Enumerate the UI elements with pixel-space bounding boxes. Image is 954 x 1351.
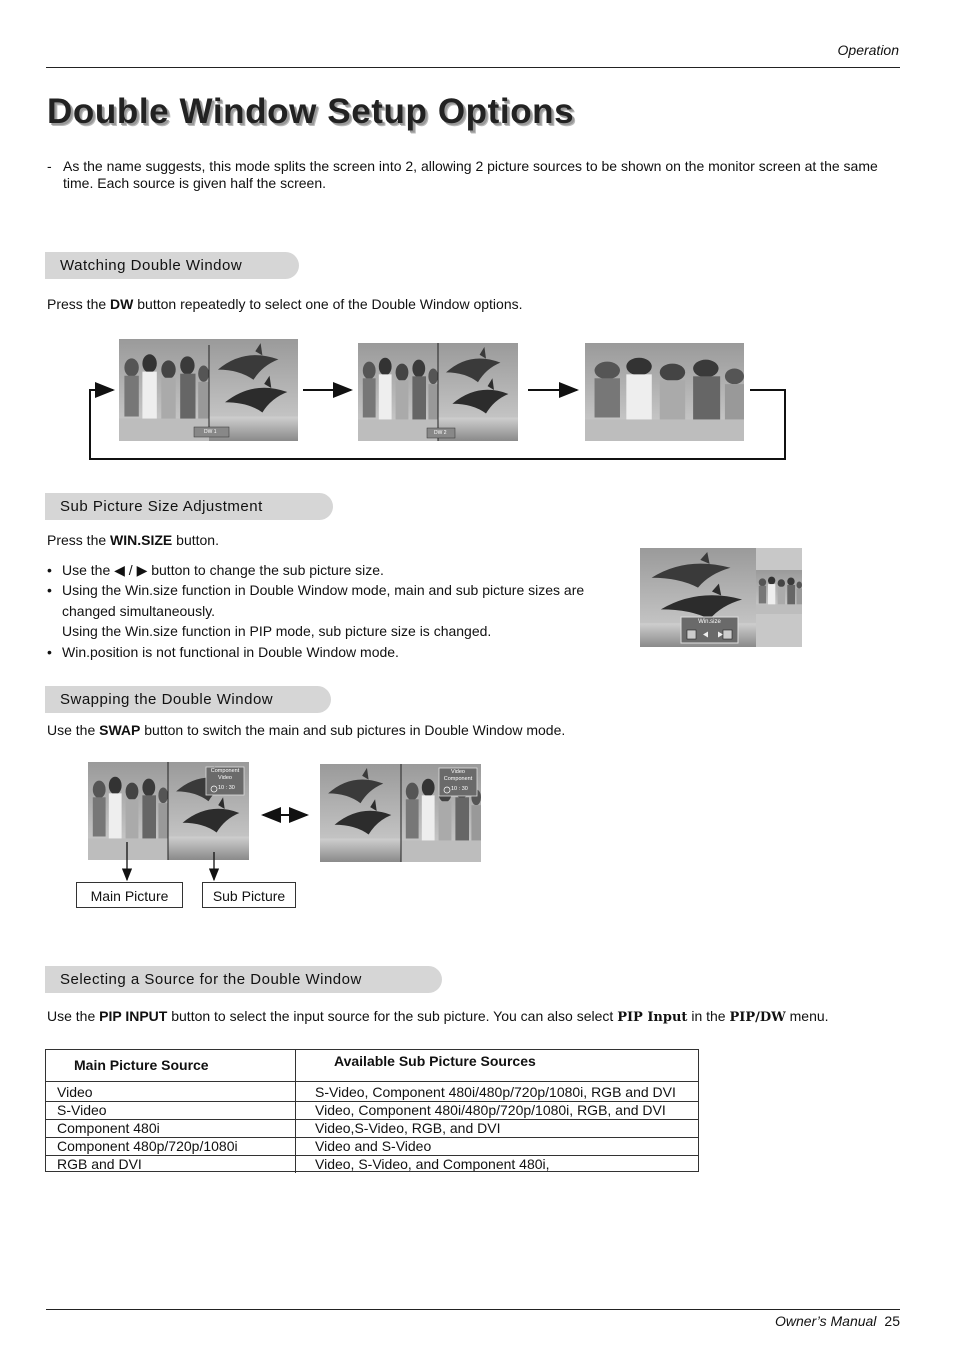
table-cell: Component 480i <box>45 1120 296 1138</box>
watching-post: button repeatedly to select one of the Double Window options. <box>133 296 523 312</box>
dw1-screen <box>119 339 298 441</box>
table-cell: Video and S-Video <box>296 1138 700 1156</box>
table-cell: Video <box>45 1082 296 1102</box>
osd1-label <box>206 768 244 782</box>
footer <box>775 1313 900 1329</box>
footer-rule <box>46 1309 900 1310</box>
winsize-button-label: WIN.SIZE <box>110 532 173 548</box>
dw-cycle-diagram <box>80 335 800 470</box>
section-heading-swap: Swapping the Double Window <box>45 686 331 713</box>
source-post: menu. <box>785 1008 829 1024</box>
page-title: Double Window Setup Options <box>47 92 575 131</box>
source-pre: Use the <box>47 1008 100 1024</box>
source-instruction <box>47 1008 829 1025</box>
pip-dw-menu: PIP/DW <box>729 1010 786 1025</box>
winsize-osd-title: Win.size <box>698 619 721 625</box>
watching-instruction <box>47 296 523 312</box>
dw2-screen <box>358 343 518 441</box>
size-bullet-1 <box>47 560 627 580</box>
header-rule <box>46 67 900 68</box>
swap-instruction <box>47 722 565 738</box>
footer-label: Owner’s Manual <box>775 1313 877 1329</box>
source-mid2: in the <box>687 1008 730 1024</box>
table-cell: S-Video, Component 480i/480p/720p/1080i, RGB and DVI <box>296 1082 700 1102</box>
intro-text: As the name suggests, this mode splits the screen into 2, allowing 2 picture sources to be shown on the monitor screen at the same time. Each source is given half the screen. <box>63 158 878 191</box>
osd2-line2: Component <box>443 776 473 782</box>
section-heading-size: Sub Picture Size Adjustment <box>45 493 333 520</box>
pip-input-button-label: PIP INPUT <box>99 1008 168 1024</box>
intro-dash: - <box>47 158 52 174</box>
main-picture-label: Main Picture <box>76 882 183 908</box>
size-bullets <box>47 560 627 662</box>
watching-pre: Press the <box>47 296 111 312</box>
dw1-badge: DW 1 <box>204 429 217 435</box>
intro-paragraph <box>47 158 897 192</box>
table-cell: RGB and DVI <box>45 1156 296 1174</box>
dw-button-label: DW <box>110 296 134 312</box>
sub-picture-label: Sub Picture <box>202 882 296 908</box>
table-header-main: Main Picture Source <box>45 1049 296 1082</box>
bullet-dot: • <box>47 643 52 660</box>
section-heading-source: Selecting a Source for the Double Window <box>45 966 442 993</box>
page-number: 25 <box>884 1313 900 1329</box>
pip-input-menu-item: PIP Input <box>617 1010 688 1025</box>
size-bullet-2 <box>47 580 627 641</box>
b1-post: button to change the sub picture size. <box>147 562 384 578</box>
osd2-label <box>439 769 477 783</box>
bullet-dot: • <box>47 582 52 599</box>
table-header-row <box>45 1049 699 1082</box>
size-pre: Press the <box>47 532 111 548</box>
table-row <box>45 1138 699 1156</box>
table-cell: S-Video <box>45 1102 296 1120</box>
table-cell: Component 480p/720p/1080i <box>45 1138 296 1156</box>
osd1-line1: Component <box>210 768 240 774</box>
table-row <box>45 1156 699 1174</box>
header-section: Operation <box>837 42 899 58</box>
size-instruction <box>47 532 219 548</box>
osd2-time: 10 : 30 <box>451 786 468 792</box>
table-row <box>45 1120 699 1138</box>
b3: Win.position is not functional in Double Window mode. <box>62 643 399 660</box>
swap-button-label: SWAP <box>99 722 141 738</box>
section-heading-watching: Watching Double Window <box>45 252 299 279</box>
b2-line2: Using the Win.size function in PIP mode, sub picture size is changed. <box>62 623 492 640</box>
osd1-line2: Video <box>218 775 232 781</box>
table-cell: Video, Component 480i/480p/720p/1080i, RGB, and DVI <box>296 1102 700 1120</box>
b2-line1: Using the Win.size function in Double Window mode, main and sub picture sizes are changed simultaneously. <box>62 582 585 619</box>
winsize-screen <box>640 548 802 647</box>
osd1-time: 10 : 30 <box>218 785 235 791</box>
full-screen <box>585 343 744 441</box>
swap-post: button to switch the main and sub pictures in Double Window mode. <box>140 722 566 738</box>
table-row <box>45 1082 699 1102</box>
table-cell: Video,S-Video, RGB, and DVI <box>296 1120 700 1138</box>
table-row <box>45 1102 699 1120</box>
source-table <box>45 1049 699 1173</box>
size-bullet-3 <box>47 642 627 662</box>
dw2-badge: DW 2 <box>434 430 447 436</box>
table-header-sub: Available Sub Picture Sources <box>296 1049 700 1082</box>
left-right-arrow-icon: ◀ / ▶ <box>114 562 148 578</box>
bullet-dot: • <box>47 562 52 578</box>
source-mid: button to select the input source for the sub picture. You can also select <box>167 1008 618 1024</box>
b1-pre: Use the <box>62 562 115 578</box>
swap-pre: Use the <box>47 722 100 738</box>
osd2-line1: Video <box>451 769 465 775</box>
table-cell: Video, S-Video, and Component 480i, <box>315 1156 550 1172</box>
size-post: button. <box>172 532 219 548</box>
